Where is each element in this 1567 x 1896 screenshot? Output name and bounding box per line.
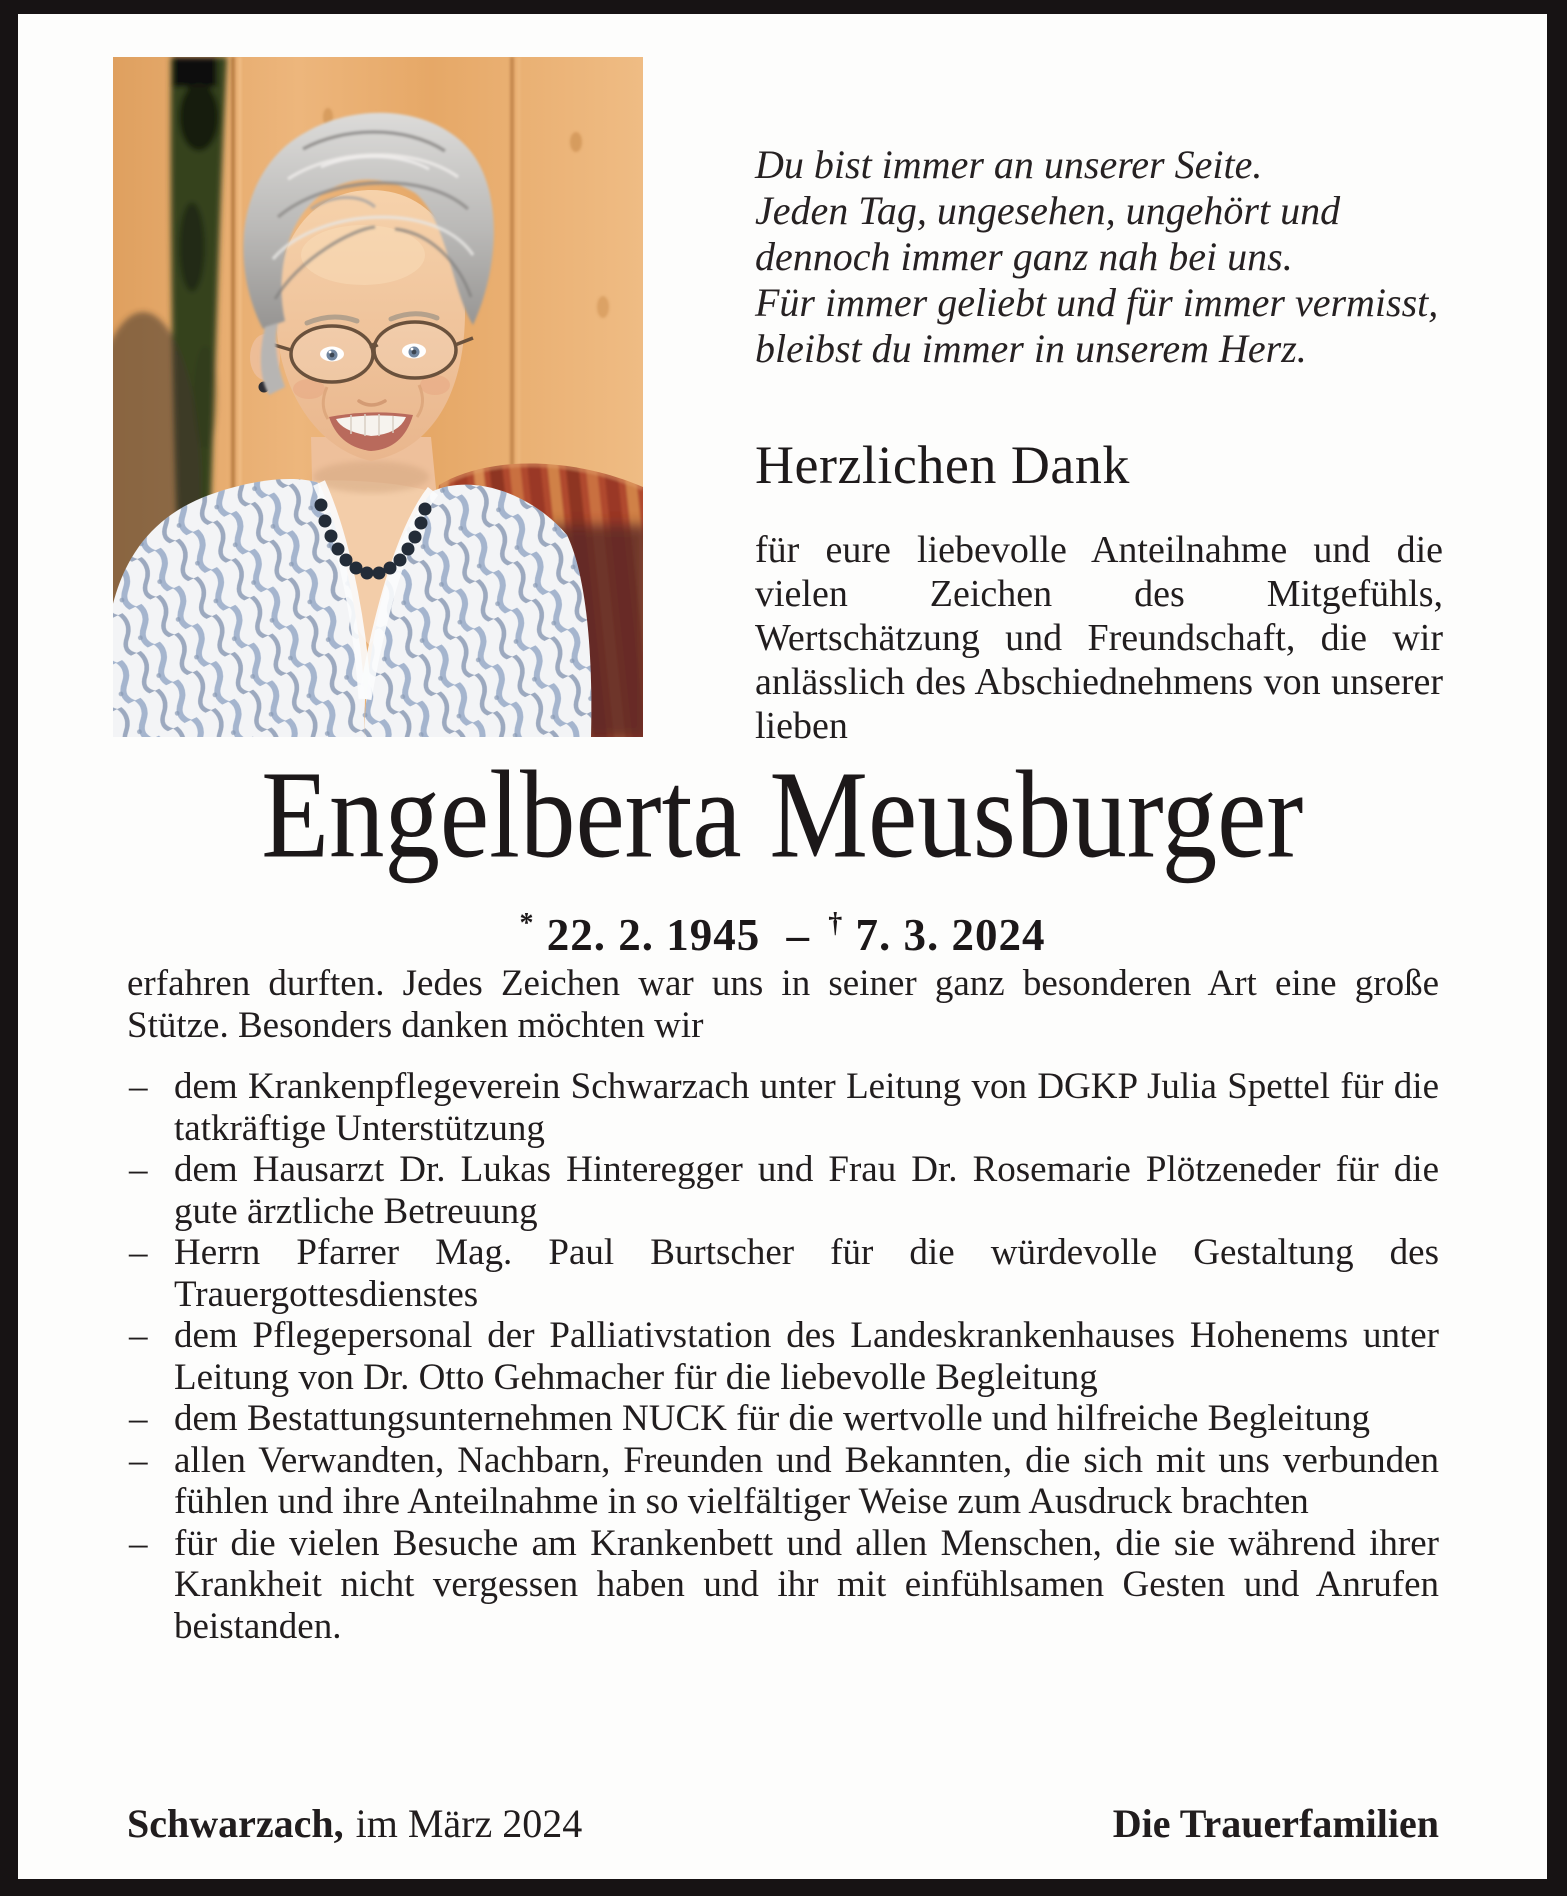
signature: Die Trauerfamilien <box>1112 1801 1439 1846</box>
list-dash: – <box>129 1232 148 1273</box>
thanks-item-text: dem Krankenpflegeverein Schwarzach unter Leitung von DGKP Julia Spettel für die tatkräftige Unterstützung <box>174 1066 1439 1149</box>
thanks-item-text: dem Hausarzt Dr. Lukas Hinteregger und Frau Dr. Rosemarie Plötzeneder für die gute ärztliche Betreuung <box>174 1149 1439 1232</box>
thanks-list-item <box>127 1398 1439 1440</box>
list-dash: – <box>129 1066 148 1107</box>
footer <box>127 1800 1439 1847</box>
thanks-item-text: dem Bestattungsunternehmen NUCK für die wertvolle und hilfreiche Begleitung <box>174 1398 1371 1439</box>
thanks-list-item <box>127 1232 1439 1315</box>
list-dash: – <box>129 1398 148 1439</box>
list-dash: – <box>129 1439 148 1481</box>
birth-star-symbol: * <box>519 908 535 939</box>
paper-sheet <box>18 14 1547 1879</box>
list-dash: – <box>129 1522 148 1564</box>
life-dates <box>18 908 1547 961</box>
death-date: 7. 3. 2024 <box>855 910 1046 960</box>
thanks-item-text: Herrn Pfarrer Mag. Paul Burtscher für die würdevolle Gestaltung des Trauergottesdienstes <box>174 1232 1439 1315</box>
thanks-list-item <box>127 1440 1439 1523</box>
poem-line: Für immer geliebt und für immer vermisst, <box>755 280 1439 325</box>
continuation-paragraph: erfahren durften. Jedes Zeichen war uns in seiner ganz besonderen Art eine große Stütze. Besonders danken möchten wir <box>127 963 1439 1046</box>
thanks-item-text: dem Pflegepersonal der Palliativstation des Landeskrankenhauses Hohenems unter Leitung von Dr. Otto Gehmacher für die liebevolle Begleitung <box>174 1315 1439 1398</box>
portrait-illustration <box>113 57 643 737</box>
place: Schwarzach, <box>127 1801 344 1846</box>
dates-separator: – <box>786 910 810 960</box>
poem-line: bleibst du immer in unserem Herz. <box>755 326 1307 371</box>
thanks-intro: für eure liebevolle Anteilnahme und die vielen Zeichen des Mitgefühls, Wertschätzung und Freundschaft, die wir anlässlich des Abschiednehmens von unserer lieben <box>755 529 1443 747</box>
poem-line: dennoch immer ganz nah bei uns. <box>755 234 1293 279</box>
thanks-list-item <box>127 1066 1439 1149</box>
thanks-heading: Herzlichen Dank <box>755 435 1130 495</box>
thanks-item-text: allen Verwandten, Nachbarn, Freunden und Bekannten, die sich mit uns verbunden fühlen und ihre Anteilnahme in so vielfältiger Weise zum Ausdruck brachten <box>174 1439 1439 1522</box>
thanks-item-text: für die vielen Besuche am Krankenbett und allen Menschen, die sie während ihrer Krankheit nicht vergessen haben und ihr mit einfühlsamen Gesten und Anrufen beistanden. <box>174 1522 1439 1647</box>
thanks-list-item <box>127 1149 1439 1232</box>
memorial-poem <box>755 142 1475 372</box>
place-and-date <box>127 1800 582 1847</box>
poem-line: Jeden Tag, ungesehen, ungehört und <box>755 188 1341 233</box>
list-dash: – <box>129 1149 148 1190</box>
deceased-name: Engelberta Meusburger <box>261 745 1304 884</box>
portrait-photo <box>113 57 643 737</box>
poem-line: Du bist immer an unserer Seite. <box>755 142 1263 187</box>
death-cross-symbol: † <box>828 908 844 939</box>
date: im März 2024 <box>355 1801 583 1846</box>
thanks-list <box>127 1066 1439 1647</box>
thanks-list-item <box>127 1523 1439 1648</box>
thanks-list-item <box>127 1315 1439 1398</box>
list-dash: – <box>129 1315 148 1356</box>
birth-date: 22. 2. 1945 <box>546 910 761 960</box>
